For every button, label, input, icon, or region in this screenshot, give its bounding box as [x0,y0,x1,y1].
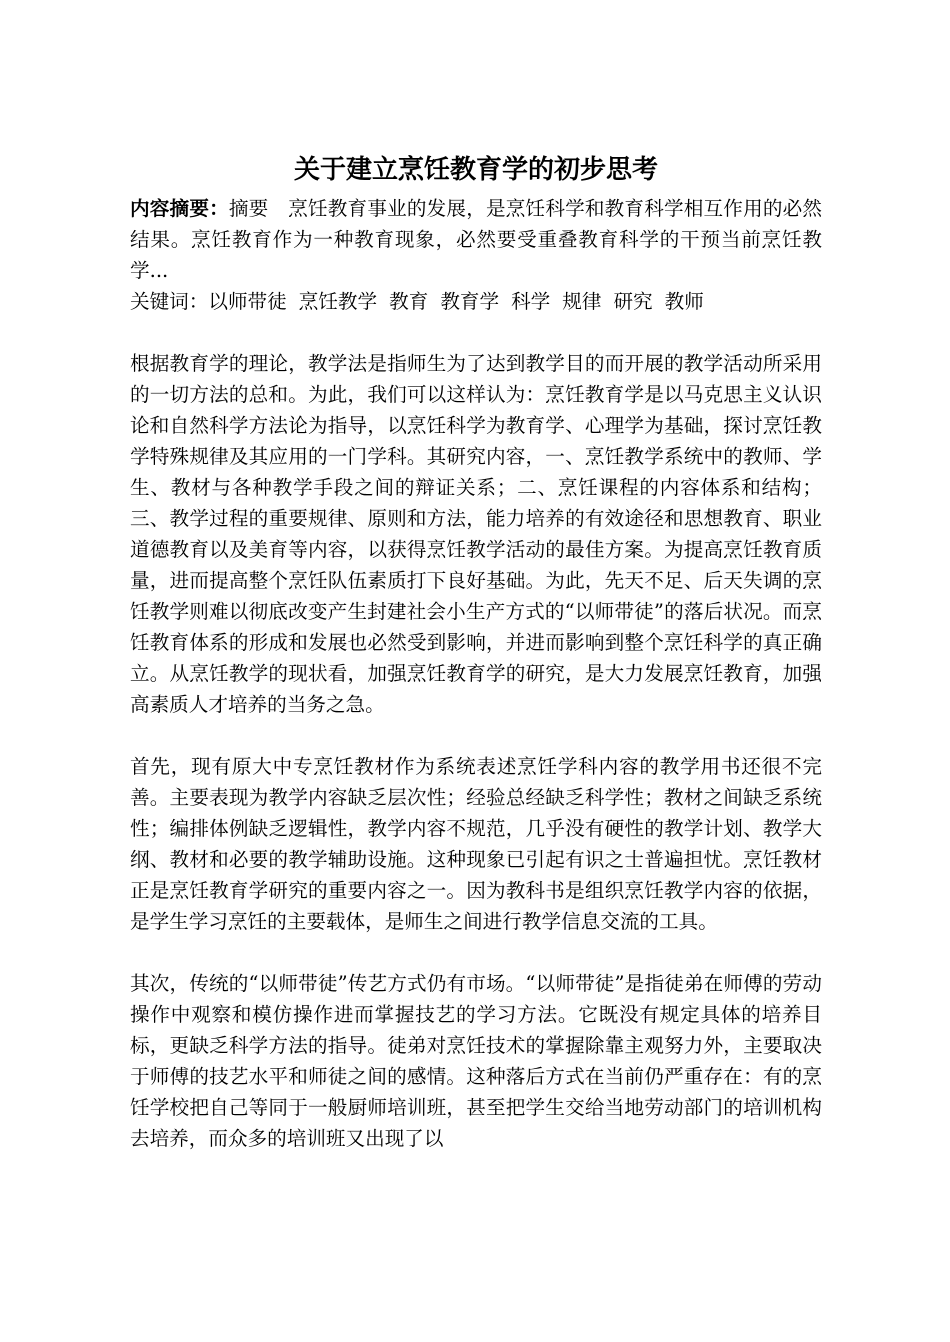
abstract-label: 内容摘要： [130,197,229,220]
abstract [130,193,822,286]
body-paragraph: 其次，传统的“以师带徒”传艺方式仍有市场。“以师带徒”是指徒弟在师傅的劳动操作中观察和模仿操作进而掌握技艺的学习方法。它既没有规定具体的培养目标，更缺乏科学方法的指导。徒弟对烹饪技术的掌握除靠主观努力外，主要取决于师傅的技艺水平和师徒之间的感情。这种落后方式在当前仍严重存在：有的烹饪学校把自己等同于一般厨师培训班，甚至把学生交给当地劳动部门的培训机构去培养，而众多的培训班又出现了以 [130,972,822,1150]
keyword: 教育学 [440,290,500,313]
keyword: 以师带徒 [208,290,287,313]
body-paragraph: 首先，现有原大中专烹饪教材作为系统表述烹饪学科内容的教学用书还很不完善。主要表现为教学内容缺乏层次性；经验总经缺乏科学性；教材之间缺乏系统性；编排体例缺乏逻辑性，教学内容不规范，几乎没有硬性的教学计划、教学大纲、教材和必要的教学辅助设施。这种现象已引起有识之士普遍担忧。烹饪教材正是烹饪教育学研究的重要内容之一。因为教科书是组织烹饪教学内容的依据，是学生学习烹饪的主要载体，是师生之间进行教学信息交流的工具。 [130,755,822,933]
abstract-text: 摘要 烹饪教育事业的发展，是烹饪科学和教育科学相互作用的必然结果。烹饪教育作为一种教育现象，必然要受重叠教育科学的干预当前烹饪教学... [130,197,823,282]
document-title: 关于建立烹饪教育学的初步思考 [293,155,658,185]
document-body [130,150,822,1185]
keyword: 研究 [613,290,653,313]
keyword: 科学 [511,290,551,313]
keyword: 规律 [562,290,602,313]
keywords-label: 关键词： [130,290,209,313]
keywords-line [130,286,822,317]
keyword: 教育 [389,290,429,313]
keyword: 教师 [664,290,704,313]
keyword: 烹饪教学 [298,290,378,313]
body-paragraph: 根据教育学的理论，教学法是指师生为了达到教学目的而开展的教学活动所采用的一切方法的总和。为此，我们可以这样认为：烹饪教育学是以马克思主义认识论和自然科学方法论为指导，以烹饪科学为教育学、心理学为基础，探讨烹饪教学特殊规律及其应用的一门学科。其研究内容，一、烹饪教学系统中的教师、学生、教材与各种教学手段之间的辩证关系；二、烹饪课程的内容体系和结构；三、教学过程的重要规律、原则和方法，能力培养的有效途径和思想教育、职业道德教育以及美育等内容，以获得烹饪教学活动的最佳方案。为提高烹饪教育质量，进而提高整个烹饪队伍素质打下良好基础。为此，先天不足、后天失调的烹饪教学则难以彻底改变产生封建社会小生产方式的“以师带徒”的落后状况。而烹饪教育体系的形成和发展也必然受到影响，并进而影响到整个烹饪科学的真正确立。从烹饪教学的现状看，加强烹饪教育学的研究，是大力发展烹饪教育，加强高素质人才培养的当务之急。 [130,352,822,716]
